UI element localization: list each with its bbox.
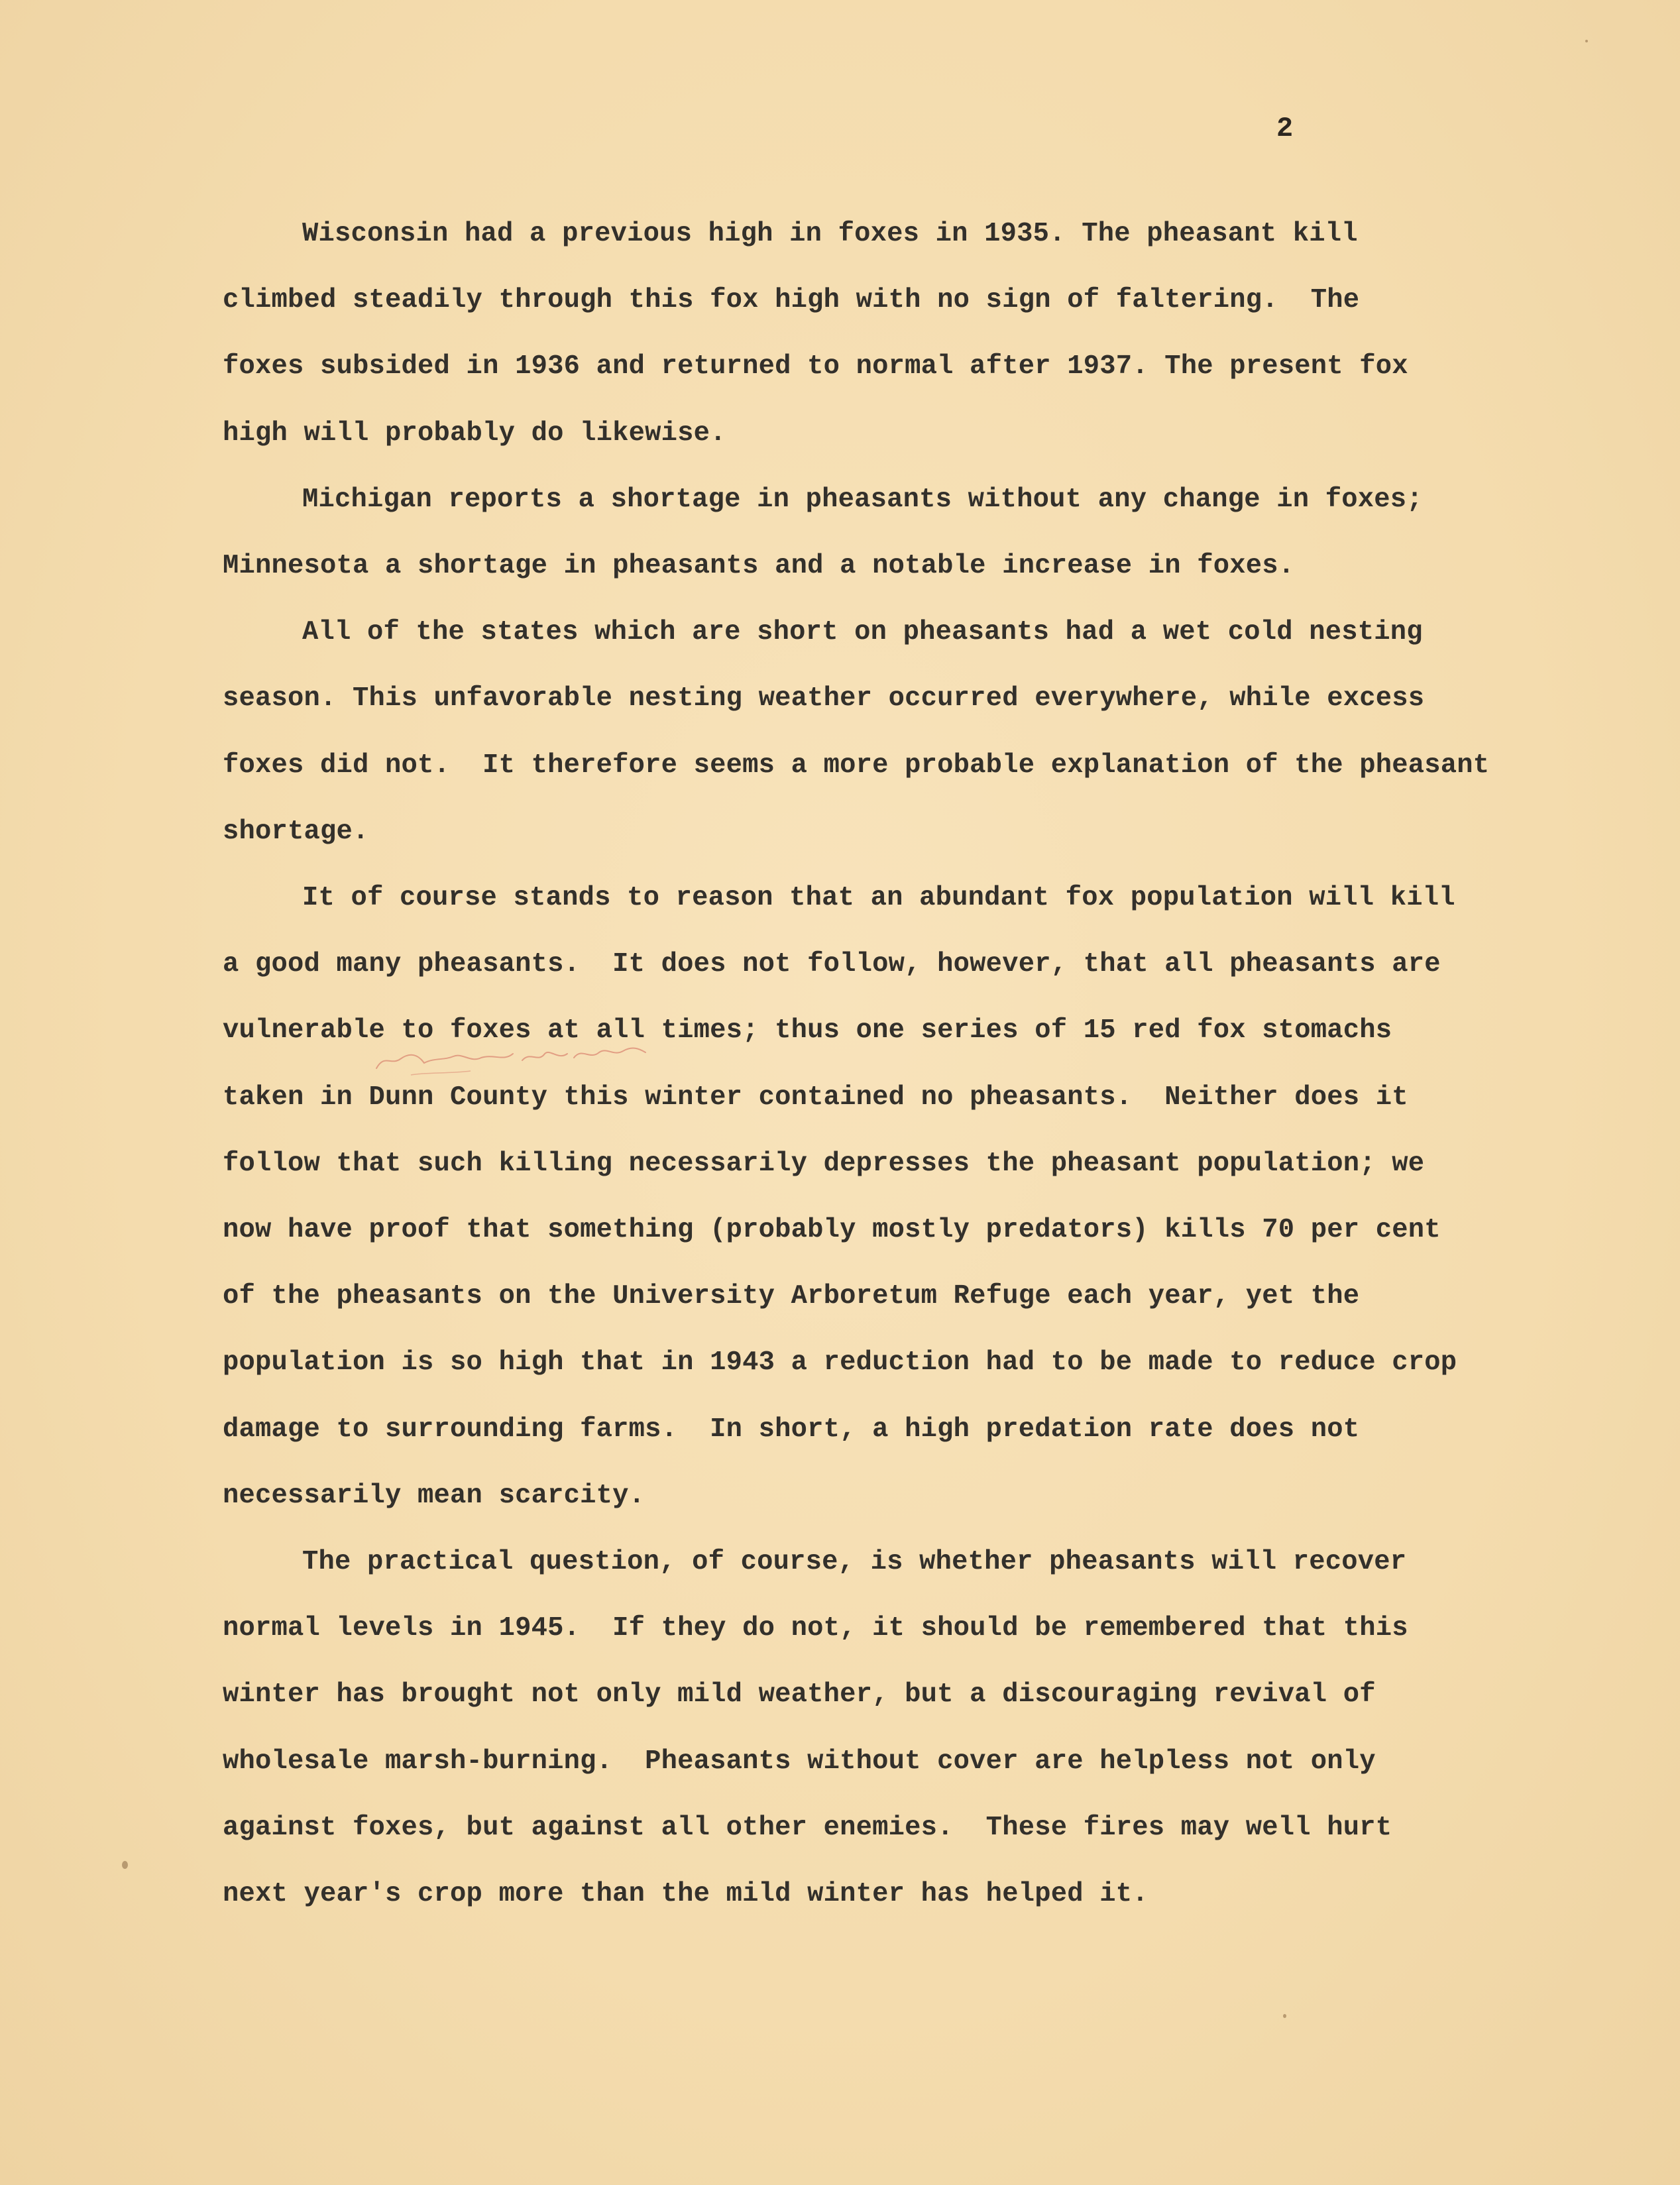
text-line: a good many pheasants. It does not follow, however, that all pheasants are <box>223 949 1441 980</box>
text-line: high will probably do likewise. <box>223 418 726 449</box>
text-line: population is so high that in 1943 a reduction had to be made to reduce crop <box>223 1347 1457 1378</box>
text-line: shortage. <box>223 816 369 847</box>
text-line: taken in Dunn County this winter contained no pheasants. Neither does it <box>223 1082 1408 1113</box>
text-line: Minnesota a shortage in pheasants and a notable increase in foxes. <box>223 551 1295 581</box>
text-line: necessarily mean scarcity. <box>223 1480 645 1511</box>
text-line: next year's crop more than the mild winter has helped it. <box>223 1879 1148 1909</box>
text-line: climbed steadily through this fox high with no sign of faltering. The <box>223 285 1360 316</box>
text-line: It of course stands to reason that an abundant fox population will kill <box>302 883 1455 913</box>
paper-speck <box>122 1861 128 1869</box>
text-line: Wisconsin had a previous high in foxes in 1935. The pheasant kill <box>302 219 1358 249</box>
text-line: The practical question, of course, is whether pheasants will recover <box>302 1547 1407 1577</box>
text-line: foxes subsided in 1936 and returned to normal after 1937. The present fox <box>223 351 1408 382</box>
text-line: All of the states which are short on pheasants had a wet cold nesting <box>302 617 1423 648</box>
text-line: of the pheasants on the University Arboretum Refuge each year, yet the <box>223 1281 1360 1312</box>
text-line: normal levels in 1945. If they do not, it should be remembered that this <box>223 1613 1408 1644</box>
text-line: follow that such killing necessarily depresses the pheasant population; we <box>223 1148 1425 1179</box>
text-line: damage to surrounding farms. In short, a high predation rate does not <box>223 1414 1360 1445</box>
text-line: vulnerable to foxes at all times; thus one series of 15 red fox stomachs <box>223 1015 1392 1046</box>
text-line: now have proof that something (probably mostly predators) kills 70 per cent <box>223 1215 1441 1245</box>
text-line: foxes did not. It therefore seems a more probable explanation of the pheasant <box>223 750 1490 781</box>
text-line: season. This unfavorable nesting weather occurred everywhere, while excess <box>223 683 1425 714</box>
page-number: 2 <box>1276 113 1294 144</box>
handwritten-annotation-image <box>371 1034 649 1080</box>
text-line: winter has brought not only mild weather, but a discouraging revival of <box>223 1679 1376 1710</box>
paper-speck <box>1585 40 1588 42</box>
text-line: wholesale marsh-burning. Pheasants without cover are helpless not only <box>223 1746 1376 1777</box>
paper-speck <box>1283 2014 1286 2018</box>
text-line: against foxes, but against all other enemies. These fires may well hurt <box>223 1812 1392 1843</box>
text-line: Michigan reports a shortage in pheasants without any change in foxes; <box>302 484 1423 515</box>
